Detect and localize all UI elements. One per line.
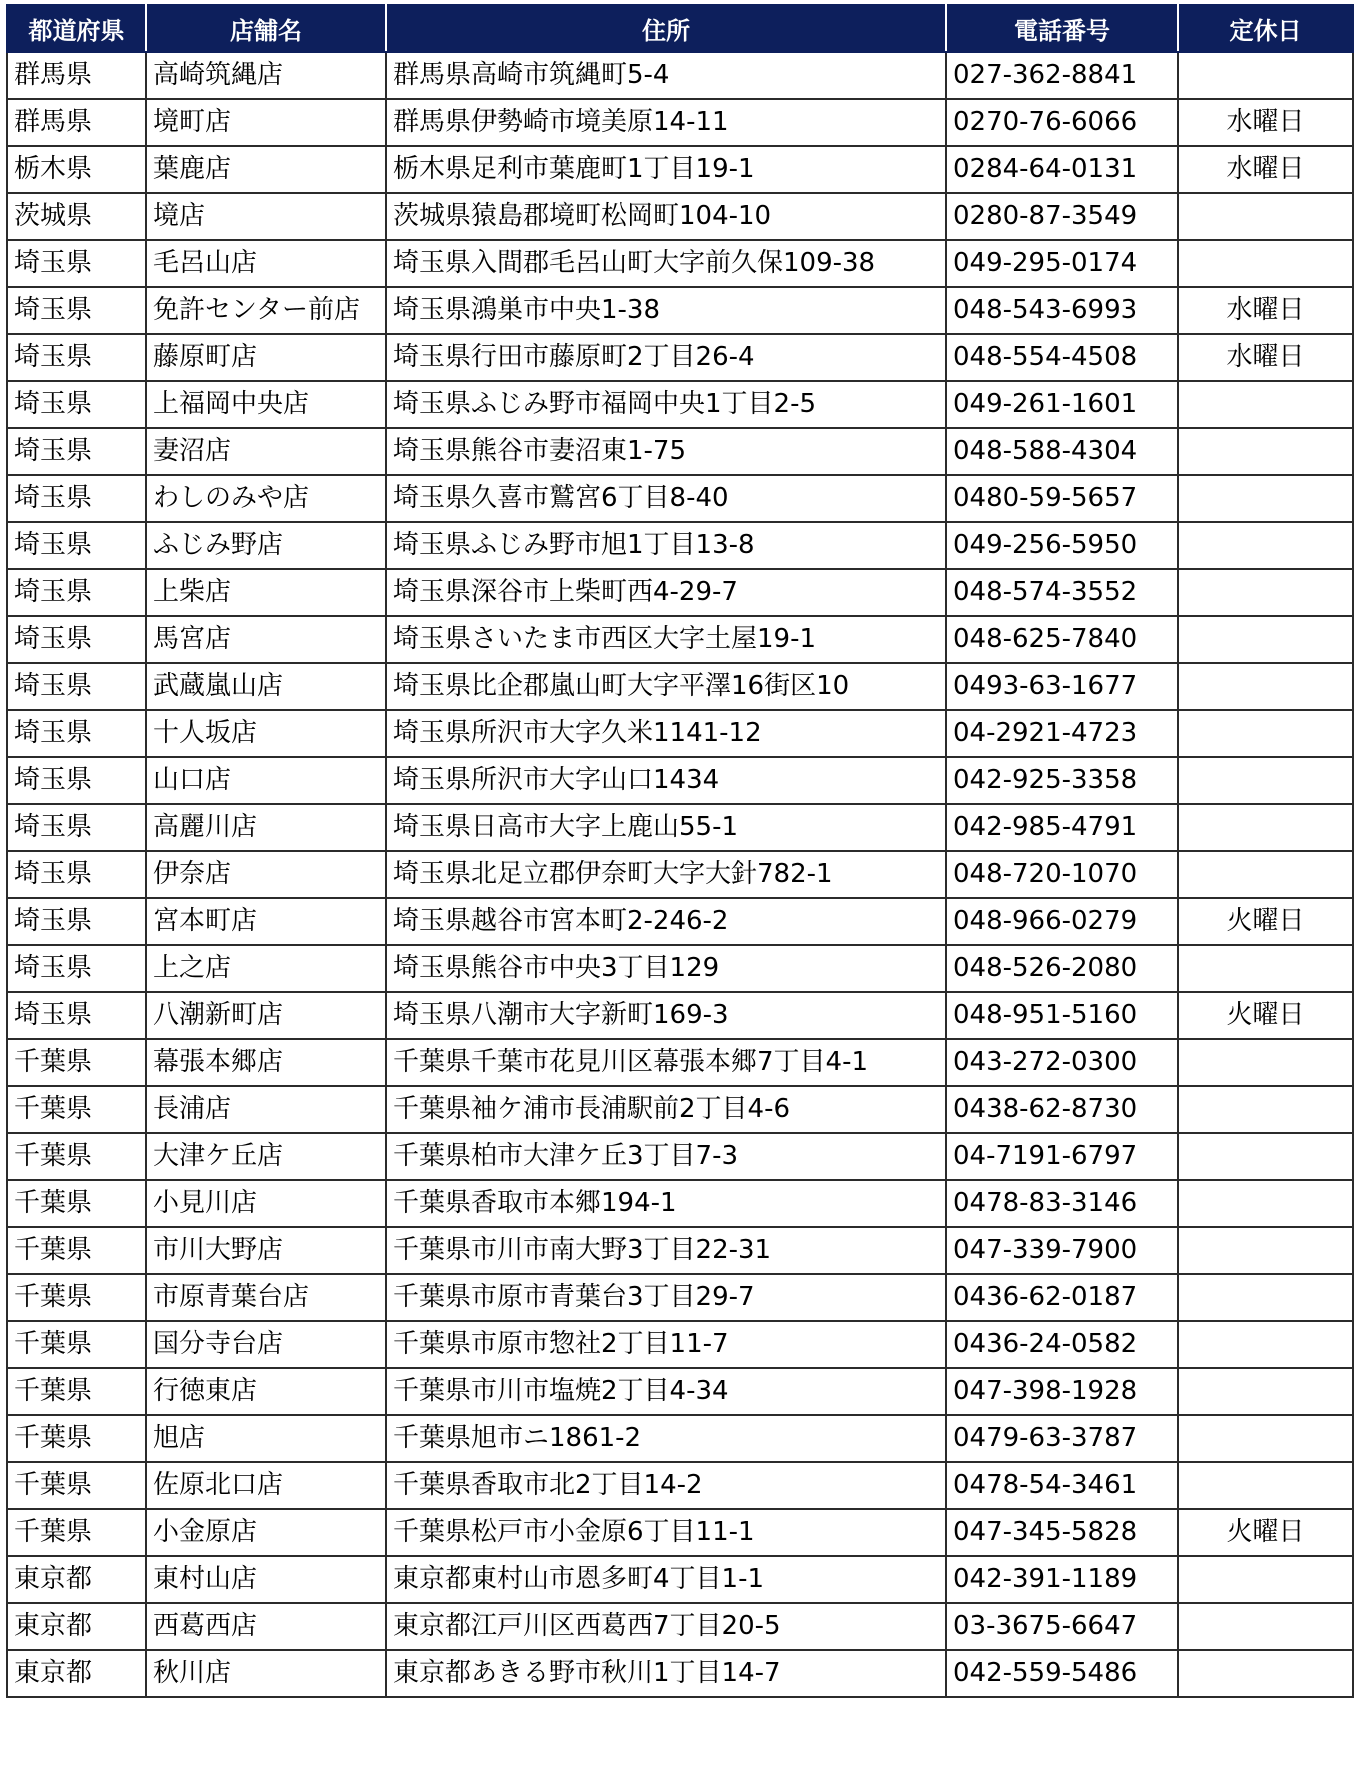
cell-closed-day [1178,1133,1353,1180]
header-phone: 電話番号 [946,5,1178,52]
cell-phone: 0479-63-3787 [946,1415,1178,1462]
cell-phone: 047-398-1928 [946,1368,1178,1415]
cell-closed-day: 火曜日 [1178,992,1353,1039]
cell-prefecture: 埼玉県 [7,945,146,992]
store-list-table [6,4,1354,1698]
table-row [7,1133,1353,1180]
cell-phone: 0284-64-0131 [946,146,1178,193]
table-row [7,1603,1353,1650]
cell-phone: 0280-87-3549 [946,193,1178,240]
cell-prefecture: 埼玉県 [7,240,146,287]
cell-store-name: 十人坂店 [146,710,386,757]
cell-store-name: 小見川店 [146,1180,386,1227]
table-row [7,1039,1353,1086]
cell-prefecture: 埼玉県 [7,992,146,1039]
cell-prefecture: 千葉県 [7,1415,146,1462]
cell-address: 埼玉県ふじみ野市旭1丁目13-8 [386,522,946,569]
cell-prefecture: 埼玉県 [7,757,146,804]
cell-closed-day: 水曜日 [1178,287,1353,334]
table-row [7,1462,1353,1509]
cell-address: 埼玉県行田市藤原町2丁目26-4 [386,334,946,381]
cell-store-name: ふじみ野店 [146,522,386,569]
cell-store-name: 山口店 [146,757,386,804]
cell-prefecture: 千葉県 [7,1321,146,1368]
cell-store-name: 八潮新町店 [146,992,386,1039]
cell-phone: 03-3675-6647 [946,1603,1178,1650]
cell-store-name: 高麗川店 [146,804,386,851]
cell-address: 東京都あきる野市秋川1丁目14-7 [386,1650,946,1697]
cell-phone: 048-574-3552 [946,569,1178,616]
cell-prefecture: 千葉県 [7,1039,146,1086]
table-row [7,898,1353,945]
cell-phone: 048-720-1070 [946,851,1178,898]
cell-prefecture: 埼玉県 [7,569,146,616]
cell-phone: 04-7191-6797 [946,1133,1178,1180]
table-row [7,569,1353,616]
cell-closed-day [1178,710,1353,757]
cell-address: 埼玉県日高市大字上鹿山55-1 [386,804,946,851]
cell-prefecture: 千葉県 [7,1274,146,1321]
cell-phone: 0493-63-1677 [946,663,1178,710]
cell-prefecture: 埼玉県 [7,663,146,710]
cell-store-name: わしのみや店 [146,475,386,522]
cell-phone: 048-543-6993 [946,287,1178,334]
cell-phone: 048-526-2080 [946,945,1178,992]
cell-store-name: 長浦店 [146,1086,386,1133]
cell-closed-day [1178,1415,1353,1462]
cell-store-name: 国分寺台店 [146,1321,386,1368]
table-row [7,146,1353,193]
table-row [7,1227,1353,1274]
header-row [7,5,1353,52]
cell-store-name: 秋川店 [146,1650,386,1697]
cell-phone: 0480-59-5657 [946,475,1178,522]
cell-store-name: 境店 [146,193,386,240]
cell-prefecture: 埼玉県 [7,428,146,475]
cell-address: 東京都江戸川区西葛西7丁目20-5 [386,1603,946,1650]
cell-prefecture: 埼玉県 [7,804,146,851]
cell-address: 埼玉県入間郡毛呂山町大字前久保109-38 [386,240,946,287]
cell-address: 埼玉県所沢市大字久米1141-12 [386,710,946,757]
table-row [7,1274,1353,1321]
cell-store-name: 武蔵嵐山店 [146,663,386,710]
table-row [7,1321,1353,1368]
cell-closed-day: 水曜日 [1178,99,1353,146]
cell-prefecture: 千葉県 [7,1509,146,1556]
cell-address: 茨城県猿島郡境町松岡町104-10 [386,193,946,240]
cell-closed-day: 水曜日 [1178,334,1353,381]
cell-address: 群馬県伊勢崎市境美原14-11 [386,99,946,146]
cell-address: 埼玉県深谷市上柴町西4-29-7 [386,569,946,616]
cell-prefecture: 埼玉県 [7,522,146,569]
header-prefecture: 都道府県 [7,5,146,52]
cell-phone: 048-588-4304 [946,428,1178,475]
cell-closed-day [1178,52,1353,99]
cell-address: 千葉県柏市大津ケ丘3丁目7-3 [386,1133,946,1180]
cell-prefecture: 群馬県 [7,52,146,99]
cell-closed-day: 水曜日 [1178,146,1353,193]
cell-phone: 0436-24-0582 [946,1321,1178,1368]
cell-phone: 0478-83-3146 [946,1180,1178,1227]
cell-address: 東京都東村山市恩多町4丁目1-1 [386,1556,946,1603]
cell-store-name: 東村山店 [146,1556,386,1603]
cell-closed-day: 火曜日 [1178,1509,1353,1556]
cell-address: 千葉県袖ケ浦市長浦駅前2丁目4-6 [386,1086,946,1133]
table-row [7,804,1353,851]
table-row [7,287,1353,334]
table-row [7,1368,1353,1415]
cell-prefecture: 埼玉県 [7,287,146,334]
table-row [7,616,1353,663]
cell-closed-day [1178,757,1353,804]
cell-prefecture: 栃木県 [7,146,146,193]
cell-closed-day: 火曜日 [1178,898,1353,945]
cell-store-name: 幕張本郷店 [146,1039,386,1086]
cell-address: 埼玉県熊谷市中央3丁目129 [386,945,946,992]
cell-phone: 047-345-5828 [946,1509,1178,1556]
cell-closed-day [1178,522,1353,569]
table-row [7,334,1353,381]
cell-prefecture: 東京都 [7,1650,146,1697]
table-row [7,1415,1353,1462]
header-store-name: 店舗名 [146,5,386,52]
cell-phone: 0438-62-8730 [946,1086,1178,1133]
cell-phone: 049-295-0174 [946,240,1178,287]
cell-phone: 049-256-5950 [946,522,1178,569]
cell-address: 千葉県千葉市花見川区幕張本郷7丁目4-1 [386,1039,946,1086]
cell-closed-day [1178,381,1353,428]
cell-prefecture: 埼玉県 [7,381,146,428]
cell-closed-day [1178,1274,1353,1321]
cell-address: 埼玉県越谷市宮本町2-246-2 [386,898,946,945]
table-row [7,1086,1353,1133]
cell-phone: 042-925-3358 [946,757,1178,804]
cell-prefecture: 千葉県 [7,1133,146,1180]
cell-closed-day [1178,663,1353,710]
table-row [7,1650,1353,1697]
cell-prefecture: 東京都 [7,1603,146,1650]
header-address: 住所 [386,5,946,52]
cell-phone: 043-272-0300 [946,1039,1178,1086]
cell-closed-day [1178,945,1353,992]
cell-prefecture: 埼玉県 [7,616,146,663]
cell-phone: 0478-54-3461 [946,1462,1178,1509]
cell-store-name: 妻沼店 [146,428,386,475]
cell-phone: 04-2921-4723 [946,710,1178,757]
cell-phone: 042-559-5486 [946,1650,1178,1697]
cell-address: 千葉県香取市本郷194-1 [386,1180,946,1227]
table-row [7,1180,1353,1227]
cell-closed-day [1178,616,1353,663]
cell-store-name: 毛呂山店 [146,240,386,287]
cell-store-name: 伊奈店 [146,851,386,898]
table-row [7,757,1353,804]
cell-store-name: 佐原北口店 [146,1462,386,1509]
cell-phone: 048-554-4508 [946,334,1178,381]
cell-prefecture: 千葉県 [7,1368,146,1415]
cell-prefecture: 埼玉県 [7,851,146,898]
cell-store-name: 免許センター前店 [146,287,386,334]
cell-phone: 042-391-1189 [946,1556,1178,1603]
cell-closed-day [1178,1650,1353,1697]
cell-prefecture: 埼玉県 [7,710,146,757]
cell-closed-day [1178,1039,1353,1086]
cell-prefecture: 茨城県 [7,193,146,240]
table-body [7,52,1353,1697]
cell-store-name: 市川大野店 [146,1227,386,1274]
cell-phone: 027-362-8841 [946,52,1178,99]
cell-address: 千葉県市川市塩焼2丁目4-34 [386,1368,946,1415]
cell-prefecture: 埼玉県 [7,475,146,522]
table-row [7,99,1353,146]
table-row [7,710,1353,757]
cell-address: 群馬県高崎市筑縄町5-4 [386,52,946,99]
cell-address: 埼玉県ふじみ野市福岡中央1丁目2-5 [386,381,946,428]
cell-closed-day [1178,1462,1353,1509]
cell-address: 埼玉県所沢市大字山口1434 [386,757,946,804]
cell-closed-day [1178,193,1353,240]
cell-address: 千葉県市原市青葉台3丁目29-7 [386,1274,946,1321]
cell-prefecture: 埼玉県 [7,334,146,381]
cell-closed-day [1178,428,1353,475]
cell-store-name: 高崎筑縄店 [146,52,386,99]
cell-address: 埼玉県北足立郡伊奈町大字大針782-1 [386,851,946,898]
table-row [7,1556,1353,1603]
cell-store-name: 宮本町店 [146,898,386,945]
cell-address: 千葉県松戸市小金原6丁目11-1 [386,1509,946,1556]
cell-prefecture: 千葉県 [7,1227,146,1274]
cell-address: 栃木県足利市葉鹿町1丁目19-1 [386,146,946,193]
cell-phone: 049-261-1601 [946,381,1178,428]
cell-phone: 048-966-0279 [946,898,1178,945]
cell-address: 千葉県市川市南大野3丁目22-31 [386,1227,946,1274]
cell-address: 千葉県香取市北2丁目14-2 [386,1462,946,1509]
cell-closed-day [1178,569,1353,616]
cell-prefecture: 群馬県 [7,99,146,146]
cell-store-name: 上之店 [146,945,386,992]
cell-address: 埼玉県比企郡嵐山町大字平澤16街区10 [386,663,946,710]
cell-closed-day [1178,240,1353,287]
table-row [7,381,1353,428]
cell-prefecture: 埼玉県 [7,898,146,945]
cell-closed-day [1178,1603,1353,1650]
cell-store-name: 西葛西店 [146,1603,386,1650]
cell-prefecture: 千葉県 [7,1462,146,1509]
table-row [7,1509,1353,1556]
cell-address: 埼玉県さいたま市西区大字土屋19-1 [386,616,946,663]
cell-closed-day [1178,1368,1353,1415]
cell-prefecture: 千葉県 [7,1180,146,1227]
table-row [7,992,1353,1039]
cell-phone: 0270-76-6066 [946,99,1178,146]
table-row [7,240,1353,287]
cell-closed-day [1178,804,1353,851]
header-closed-day: 定休日 [1178,5,1353,52]
cell-phone: 042-985-4791 [946,804,1178,851]
cell-store-name: 旭店 [146,1415,386,1462]
table-row [7,663,1353,710]
cell-store-name: 藤原町店 [146,334,386,381]
cell-address: 千葉県市原市惣社2丁目11-7 [386,1321,946,1368]
cell-closed-day [1178,851,1353,898]
table-row [7,52,1353,99]
cell-phone: 047-339-7900 [946,1227,1178,1274]
cell-address: 埼玉県久喜市鷲宮6丁目8-40 [386,475,946,522]
cell-store-name: 行徳東店 [146,1368,386,1415]
cell-address: 埼玉県熊谷市妻沼東1-75 [386,428,946,475]
cell-closed-day [1178,1180,1353,1227]
table-row [7,193,1353,240]
table-row [7,522,1353,569]
cell-store-name: 葉鹿店 [146,146,386,193]
cell-phone: 048-951-5160 [946,992,1178,1039]
cell-store-name: 上福岡中央店 [146,381,386,428]
cell-address: 埼玉県八潮市大字新町169-3 [386,992,946,1039]
cell-closed-day [1178,1556,1353,1603]
cell-phone: 048-625-7840 [946,616,1178,663]
cell-closed-day [1178,475,1353,522]
cell-store-name: 馬宮店 [146,616,386,663]
table-header [7,5,1353,52]
cell-store-name: 境町店 [146,99,386,146]
cell-prefecture: 千葉県 [7,1086,146,1133]
cell-store-name: 市原青葉台店 [146,1274,386,1321]
table-row [7,475,1353,522]
cell-address: 埼玉県鴻巣市中央1-38 [386,287,946,334]
cell-store-name: 上柴店 [146,569,386,616]
table-row [7,428,1353,475]
cell-store-name: 小金原店 [146,1509,386,1556]
cell-prefecture: 東京都 [7,1556,146,1603]
cell-closed-day [1178,1321,1353,1368]
cell-address: 千葉県旭市ニ1861-2 [386,1415,946,1462]
table-row [7,945,1353,992]
cell-closed-day [1178,1227,1353,1274]
cell-store-name: 大津ケ丘店 [146,1133,386,1180]
cell-closed-day [1178,1086,1353,1133]
table-row [7,851,1353,898]
cell-phone: 0436-62-0187 [946,1274,1178,1321]
